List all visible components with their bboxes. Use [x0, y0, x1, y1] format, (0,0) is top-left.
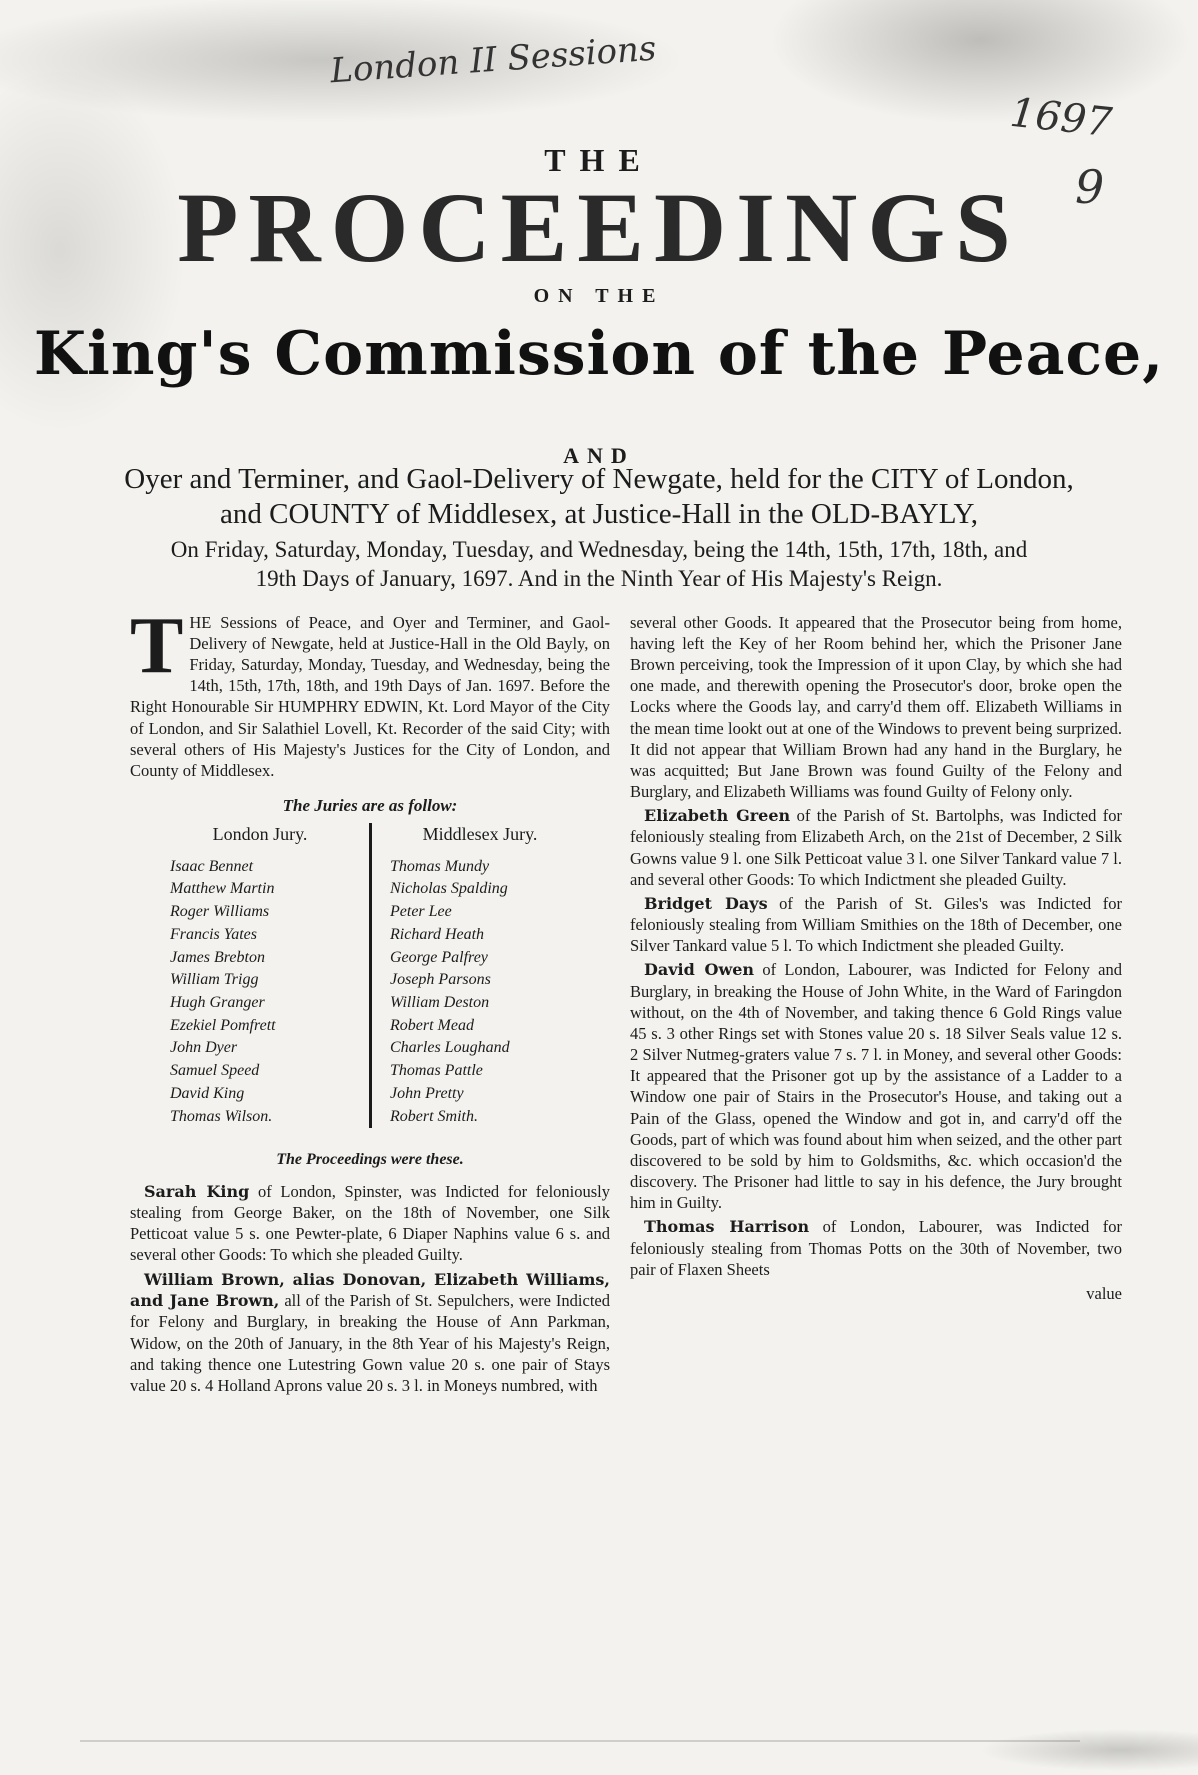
handwritten-number: 9	[1075, 160, 1105, 214]
drop-cap: T	[130, 602, 184, 690]
juror-name: John Dyer	[170, 1039, 238, 1057]
juror-name: Charles Loughand	[390, 1039, 510, 1057]
case-text: of London, Spinster, was Indicted for feloniously stealing from George Baker, on the 18th of November, one Silk Petticoat value 5 s. one Pewter-plate, 6 Diaper Naphins value 6 s. and several other Goods: To which she pleaded Guilty.	[130, 1181, 610, 1265]
juries-table	[170, 823, 570, 1129]
intro-text: HE Sessions of Peace, and Oyer and Terminer, and Gaol-Delivery of Newgate, held at Justice-Hall in the Old Bayly, on Friday, Saturday, Monday, Tuesday, and Wednesday, being the 14th, 15th, 17th, 18th, and 19th Days of Jan. 1697. Before the Right Honourable Sir HUMPHRY EDWIN, Kt. Lord Mayor of the City of London, and Sir Salathiel Lovell, Kt. Recorder of the said City; with several others of His Majesty's Justices for the City of London, and County of Middlesex.	[130, 613, 610, 780]
juror-name: James Brebton	[170, 948, 265, 966]
case-text: of London, Labourer, was Indicted for feloniously stealing from Thomas Potts on the 30th of November, two pair of Flaxen Sheets	[630, 1217, 1122, 1279]
juror-name: Robert Smith.	[390, 1107, 478, 1125]
juror-name: Francis Yates	[170, 925, 257, 943]
title-proceedings: PROCEEDINGS	[177, 172, 1021, 283]
case-text: of the Parish of St. Bartolphs, was Indicted for feloniously stealing from Elizabeth Arch, on the 21st of December, 2 Silk Gowns value 9 l. one Silk Petticoat value 3 l. one Silver Tankard value 7 l. and several other Goods: To which Indictment she pleaded Guilty.	[630, 805, 1122, 889]
case-paragraph	[130, 1181, 610, 1266]
handwritten-year: 1697	[1007, 89, 1114, 147]
juror-name: Peter Lee	[390, 903, 452, 921]
handwritten-note: London II Sessions	[329, 28, 658, 92]
juror-name: Thomas Pattle	[390, 1062, 483, 1080]
defendant-name: David Owen	[644, 960, 755, 980]
juror-name: John Pretty	[390, 1084, 464, 1102]
case-paragraph	[130, 1269, 610, 1396]
juror-name: William Trigg	[170, 971, 259, 989]
session-dates	[0, 536, 1198, 594]
juries-heading: The Juries are as follow:	[282, 795, 458, 815]
title-commission: King's Commission of the Peace,	[33, 319, 1165, 389]
juror-name: Joseph Parsons	[390, 971, 491, 989]
defendant-name: William Brown, alias Donovan, Elizabeth Williams, and Jane Brown,	[130, 1269, 610, 1311]
intro-paragraph	[130, 602, 610, 781]
case-paragraph	[630, 893, 1122, 957]
juror-name: Roger Williams	[170, 903, 270, 921]
juror-name: Richard Heath	[390, 925, 485, 943]
case-text: of the Parish of St. Giles's was Indicted for feloniously stealing from William Smithies on the 18th of December, one Silver Tankard value 5 l. To which Indictment she pleaded Guilty.	[630, 893, 1122, 956]
subtitle-oyer-line2: and COUNTY of Middlesex, at Justice-Hall in the OLD-BAYLY,	[220, 497, 978, 530]
jury-divider	[369, 823, 372, 1129]
juror-name: William Deston	[390, 993, 490, 1011]
left-column	[130, 602, 610, 1399]
case-text: of London, Labourer, was Indicted for Felony and Burglary, in breaking the House of John White, in the Ward of Faringdon without, on the 4th of November, and taking thence 6 Gold Rings value 45 s. 3 other Rings set with Stones value 20 s. 18 Silver Seals value 12 s. 2 Silver Nutmeg-graters value 7 s. 7 l. in Money, and several other Goods: It appeared that the Prisoner got up by the assistance of a Ladder to a Window one pair of Stairs in the Prosecutor's House, and taking out a Pain of the Glass, opened the Window and got in, and carry'd off the Goods, part of which was found about him when seized, and the other part discovered to be sold by him to Goldsmiths, &c. which occasion'd the discovery. The Prisoner had little to say in his defence, the Jury brought him in Guilty.	[630, 960, 1123, 1213]
session-dates-line2: 19th Days of January, 1697. And in the Ninth Year of His Majesty's Reign.	[255, 565, 943, 591]
middlesex-jury	[390, 823, 570, 1129]
london-jury-title: London Jury.	[212, 823, 308, 844]
subtitle-oyer-line1: Oyer and Terminer, and Gaol-Delivery of Newgate, held for the CITY of London,	[124, 463, 1074, 495]
defendant-name: Sarah King	[144, 1181, 250, 1201]
juror-name: Thomas Wilson.	[170, 1107, 273, 1125]
case-paragraph	[630, 612, 1122, 802]
defendant-name: Bridget Days	[644, 893, 768, 913]
juror-name: Nicholas Spalding	[390, 880, 508, 898]
juror-name: David King	[170, 1084, 245, 1102]
title-on-the: ON THE	[533, 285, 665, 307]
title-and: AND	[563, 443, 635, 468]
title-the: THE	[544, 142, 654, 178]
london-jury	[170, 823, 350, 1129]
middlesex-jury-title: Middlesex Jury.	[422, 823, 538, 844]
juror-name: George Palfrey	[390, 948, 488, 966]
defendant-name: Elizabeth Green	[644, 805, 791, 825]
juror-name: Robert Mead	[390, 1016, 474, 1034]
juror-name: Isaac Bennet	[170, 857, 254, 875]
catchword: value	[1086, 1283, 1122, 1303]
case-text: several other Goods. It appeared that the Prosecutor being from home, having left the Key of her Room behind her, which the Prisoner Jane Brown perceiving, took the Impression of it upon Clay, by which she had one made, and therewith opening the Prosecutor's door, broke open the Locks where the Goods lay, and carry'd them off. Elizabeth Williams in the mean time lookt out at one of the Windows to prevent being surprized. It did not appear that William Brown had any hand in the Burglary, he was acquitted; But Jane Brown was found Guilty of the Felony and Burglary, and Elizabeth Williams was found Guilty of Felony only.	[630, 613, 1122, 801]
subtitle-oyer	[0, 462, 1198, 532]
proceedings-heading: The Proceedings were these.	[276, 1151, 464, 1169]
juror-name: Thomas Mundy	[390, 857, 490, 875]
page-smudge	[80, 1740, 1080, 1742]
case-text: all of the Parish of St. Sepulchers, were Indicted for Felony and Burglary, in breaking the House of Ann Parkman, Widow, on the 20th of January, in the 8th Year of his Majesty's Reign, and taking thence one Lutestring Gown value 20 s. one pair of Stays value 20 s. 4 Holland Aprons value 20 s. 3 l. in Moneys numbred, with	[130, 1291, 610, 1395]
right-column	[630, 612, 1122, 1304]
case-paragraph	[630, 805, 1122, 890]
juror-name: Ezekiel Pomfrett	[170, 1016, 276, 1034]
juror-name: Matthew Martin	[170, 880, 275, 898]
juror-name: Hugh Granger	[170, 993, 265, 1011]
session-dates-line1: On Friday, Saturday, Monday, Tuesday, and Wednesday, being the 14th, 15th, 17th, 18th, and	[170, 537, 1028, 562]
juror-name: Samuel Speed	[170, 1062, 260, 1080]
defendant-name: Thomas Harrison	[644, 1217, 810, 1237]
case-paragraph	[630, 959, 1122, 1213]
case-paragraph	[630, 1216, 1122, 1280]
